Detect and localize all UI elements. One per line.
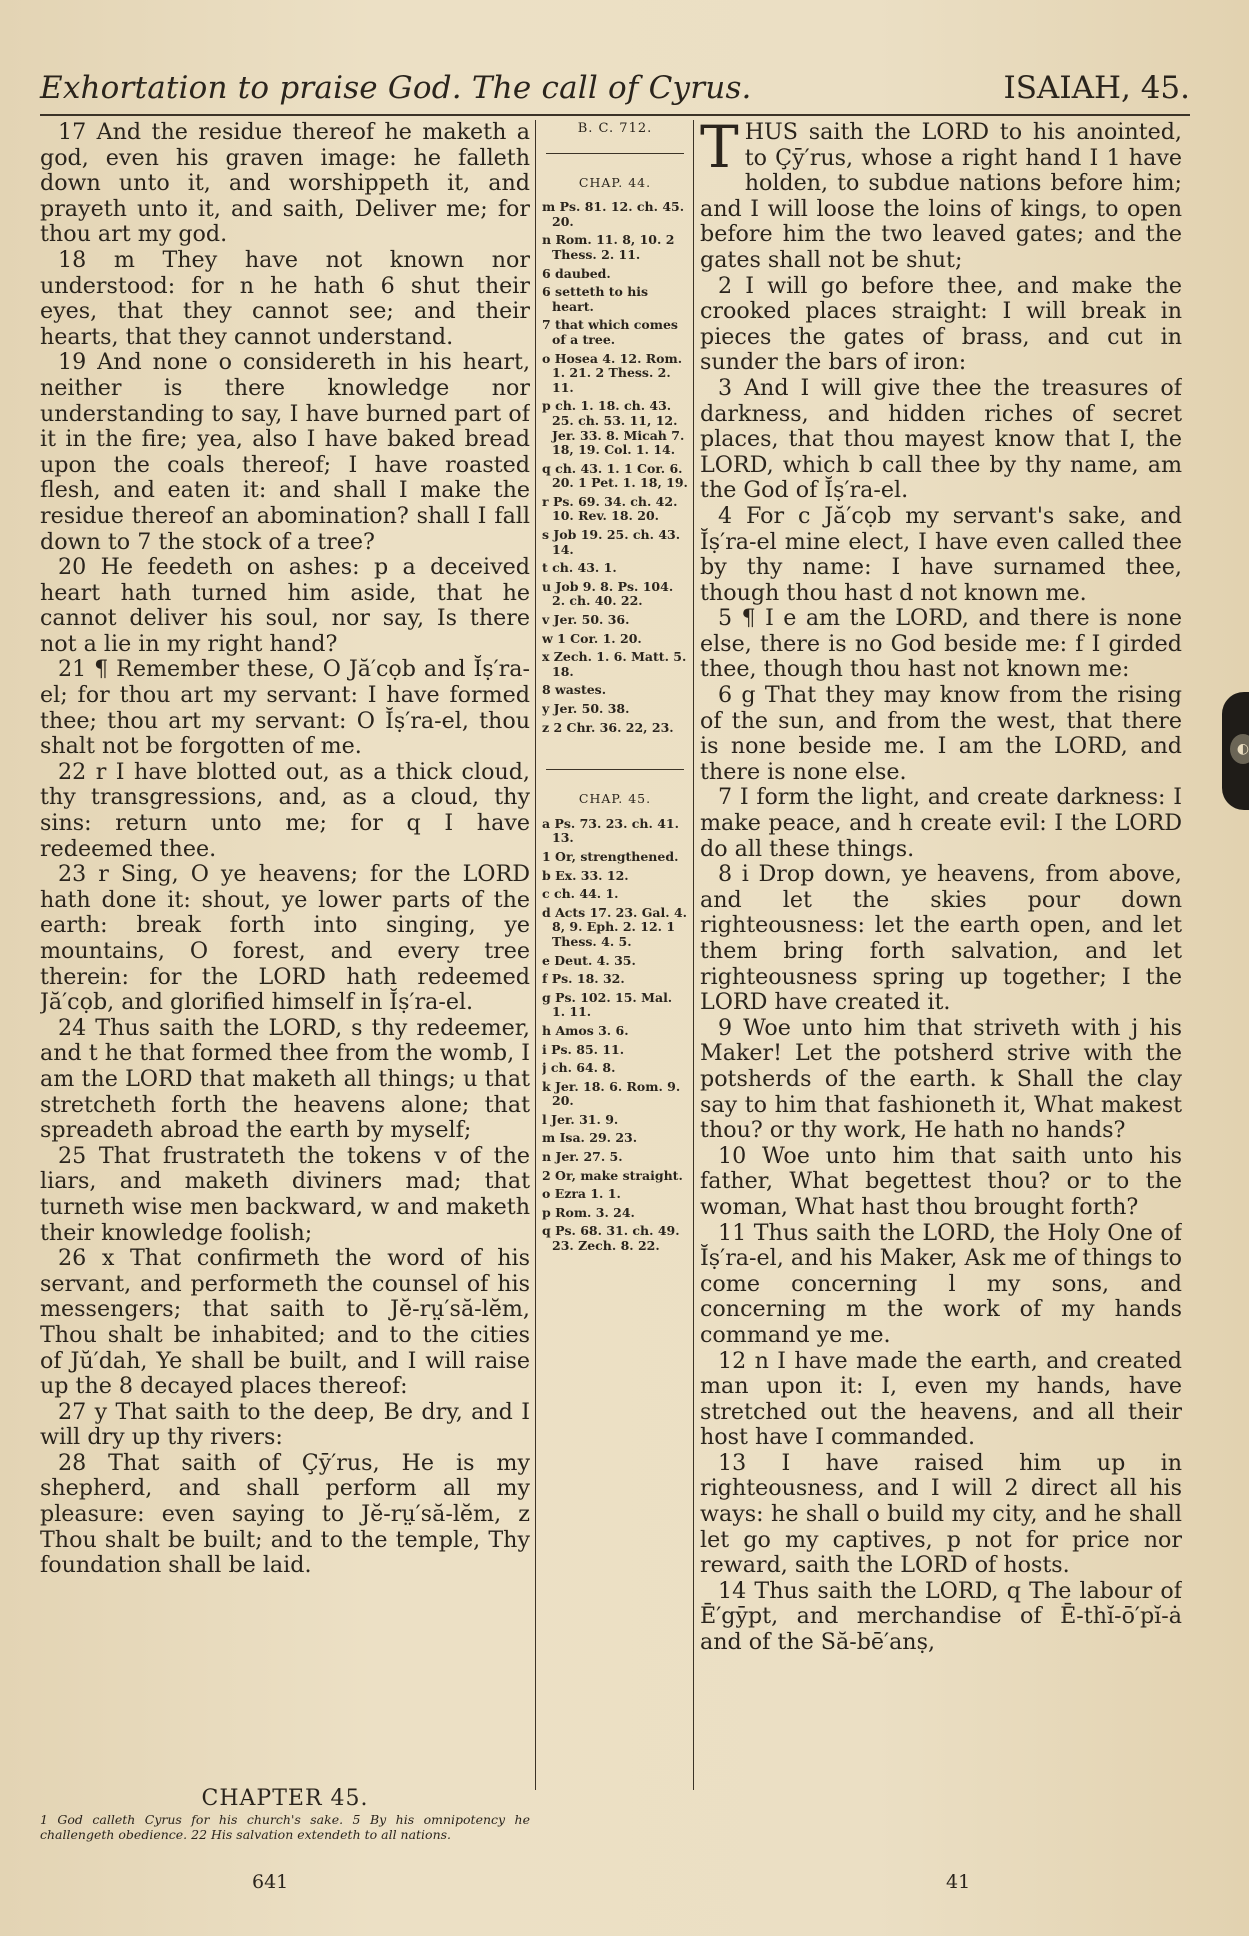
- cross-reference: r Ps. 69. 34. ch. 42. 10. Rev. 18. 20.: [542, 493, 678, 524]
- margin-rule: [546, 153, 684, 154]
- cross-reference: p ch. 1. 18. ch. 43. 25. ch. 53. 11, 12. Jer. 33. 8. Micah 7. 18, 19. Col. 1. 14.: [542, 398, 685, 458]
- verse: 10 Woe unto him that saith unto his father, What begettest thou? or to the woman, What hast thou brought forth?: [700, 1142, 1182, 1220]
- cross-reference: 6 setteth to his heart.: [542, 284, 649, 314]
- cross-reference: q ch. 43. 1. 1 Cor. 6. 20. 1 Pet. 1. 18, 19.: [542, 460, 688, 491]
- date-note: B. C. 712.: [577, 122, 653, 136]
- cross-reference: i Ps. 85. 11.: [542, 1041, 625, 1057]
- verse: 9 Woe unto him that striveth with j his Maker! Let the potsherd strive with the potsherds of the earth. k Shall the clay say to him that fashioneth it, What makest thou? or thy work, He hath no hands?: [700, 1014, 1182, 1144]
- cross-reference: x Zech. 1. 6. Matt. 5. 18.: [542, 649, 687, 679]
- verse: 3 And I will give thee the treasures of darkness, and hidden riches of secret places, that thou mayest know that I, the LORD, which b call thee by thy name, am the God of Ĭṣ′ra-el.: [700, 374, 1182, 504]
- verse: 27 y That saith to the deep, Be dry, and I will dry up thy rivers:: [40, 1398, 530, 1451]
- cross-reference: s Job 19. 25. ch. 43. 14.: [542, 527, 681, 557]
- cross-reference: d Acts 17. 23. Gal. 4. 8, 9. Eph. 2. 12. 1 Thess. 4. 5.: [542, 904, 688, 949]
- cross-reference: l Jer. 31. 9.: [542, 1111, 619, 1127]
- chapter-heading: CHAPTER 45.: [201, 1786, 369, 1811]
- cross-reference: n Rom. 11. 8, 10. 2 Thess. 2. 11.: [542, 232, 675, 262]
- verse-text: HUS saith the LORD to his anointed, to Çȳ′rus, whose a right hand I 1 have holden, to subdue nations before him; and I will loose the loins of kings, to open before him the two leaved gates; and the gates shall not be shut;: [700, 120, 1182, 273]
- cross-reference: m Ps. 81. 12. ch. 45. 20.: [542, 199, 685, 229]
- verse: 25 That frustrateth the tokens v of the liars, and maketh diviners mad; that turneth wise men backward, w and maketh their knowledge foolish;: [40, 1142, 530, 1246]
- verse: 24 Thus saith the LORD, s thy redeemer, and t he that formed thee from the womb, I am the LORD that maketh all things; u that stretcheth forth the heavens alone; that spreadeth abroad the earth by myself;: [40, 1014, 530, 1144]
- cross-reference: f Ps. 18. 32.: [542, 971, 625, 987]
- cross-reference: e Deut. 4. 35.: [542, 952, 636, 968]
- verse: 20 He feedeth on ashes: p a deceived heart hath turned him aside, that he cannot deliver his soul, nor say, Is there not a lie in my right hand?: [40, 554, 530, 657]
- cross-reference: 6 daubed.: [542, 265, 611, 281]
- margin-rule: [546, 769, 684, 770]
- cross-reference: n Jer. 27. 5.: [542, 1149, 623, 1165]
- verse: 19 And none o considereth in his heart, neither is there knowledge nor understanding to say, I have burned part of it in the fire; yea, also I have baked bread upon the coals thereof; I have roasted flesh, and eaten it: and shall I make the residue thereof an abomination? shall I fall down to 7 the stock of a tree?: [40, 349, 530, 555]
- verse: 5 ¶ I e am the LORD, and there is none else, there is no God beside me: f I girded thee, though thou hast not known me:: [700, 605, 1182, 683]
- cross-reference: u Job 9. 8. Ps. 104. 2. ch. 40. 22.: [542, 578, 674, 609]
- verse: 14 Thus saith the LORD, q The labour of Ē′gȳpt, and merchandise of Ē-thĭ-ō′pĭ-ȧ and of the Să-bē′anṣ,: [700, 1577, 1182, 1656]
- cross-reference: z 2 Chr. 36. 22, 23.: [542, 719, 674, 735]
- cross-reference: g Ps. 102. 15. Mal. 1. 11.: [542, 989, 673, 1020]
- margin-chapter-label: CHAP. 45.: [578, 791, 652, 807]
- verse: 22 r I have blotted out, as a thick cloud, thy transgressions, and, as a cloud, thy sins: return unto me; for q I have redeemed thee.: [40, 758, 530, 862]
- cross-reference: a Ps. 73. 23. ch. 41. 13.: [542, 815, 679, 846]
- cross-reference: y Jer. 50. 38.: [542, 701, 630, 716]
- cross-reference: w 1 Cor. 1. 20.: [542, 630, 642, 646]
- thumb-index-icon: ◐: [1230, 734, 1249, 764]
- thumb-index-tab[interactable]: [1222, 692, 1249, 810]
- column-divider-left: [535, 120, 536, 1790]
- cross-reference: o Hosea 4. 12. Rom. 1. 21. 2 Thess. 2. 11.: [542, 350, 683, 395]
- cross-reference: j ch. 64. 8.: [542, 1060, 616, 1076]
- cross-reference: 7 that which comes of a tree.: [542, 317, 678, 347]
- cross-reference: h Amos 3. 6.: [542, 1022, 629, 1038]
- reference-list-44: [542, 200, 688, 735]
- cross-reference: q Ps. 68. 31. ch. 49. 23. Zech. 8. 22.: [542, 1223, 680, 1254]
- margin-chapter-label: CHAP. 44.: [578, 174, 652, 190]
- verse: 23 r Sing, O ye heavens; for the LORD hath done it: shout, ye lower parts of the earth: break forth into singing, ye mountains, O forest, and every tree therein: for the LORD hath redeemed Jă′cọb, and glorified himself in Ĭṣ′ra-el.: [40, 861, 530, 1016]
- cross-reference: b Ex. 33. 12.: [542, 867, 629, 883]
- page-number-left: 641: [252, 1871, 289, 1893]
- cross-reference: m Isa. 29. 23.: [542, 1130, 638, 1146]
- verse: 6 g That they may know from the rising of the sun, and from the west, that there is none beside me. I am the LORD, and there is none else.: [700, 682, 1182, 785]
- verse: 26 x That confirmeth the word of his servant, and performeth the counsel of his messengers; that saith to Jĕ-rṳ′să-lĕm, Thou shalt be inhabited; and to the cities of Jŭ′dah, Ye shall be built, and I will raise up the 8 decayed places thereof:: [40, 1245, 530, 1400]
- verse: 4 For c Jă′cọb my servant's sake, and Ĭṣ′ra-el mine elect, I have even called thee by thy name: I have surnamed thee, though thou hast d not known me.: [700, 502, 1182, 606]
- header-book-chapter: ISAIAH, 45.: [1003, 70, 1190, 106]
- verse: [700, 120, 1182, 274]
- cross-reference: v Jer. 50. 36.: [542, 612, 630, 628]
- cross-reference: o Ezra 1. 1.: [542, 1186, 621, 1202]
- cross-reference-margin: [542, 122, 688, 1822]
- verse: 28 That saith of Çȳ′rus, He is my shepherd, and shall perform all my pleasure: even saying to Jĕ-rṳ′să-lĕm, z Thou shalt be built; and to the temple, Thy foundation shall be laid.: [40, 1449, 530, 1579]
- verse: 7 I form the light, and create darkness: I make peace, and h create evil: I the LORD do all these things.: [700, 784, 1182, 862]
- verse: 21 ¶ Remember these, O Jă′cọb and Ĭṣ′ra-el; for thou art my servant: I have formed thee; thou art my servant: O Ĭṣ′ra-el, thou shalt not be forgotten of me.: [40, 656, 530, 760]
- chapter-summary: 1 God calleth Cyrus for his church's sake. 5 By his omnipotency he challengeth obedience. 22 His salvation extendeth to all nations.: [40, 1812, 530, 1842]
- cross-reference: 2 Or, make straight.: [542, 1167, 683, 1183]
- verse: 2 I will go before thee, and make the crooked places straight: I will break in pieces the gates of brass, and cut in sunder the bars of iron:: [700, 272, 1182, 376]
- header-left-title: Exhortation to praise God. The call of Cyrus.: [40, 70, 752, 106]
- running-header: [40, 70, 1190, 116]
- drop-cap: T: [700, 120, 739, 181]
- verse: 8 i Drop down, ye heavens, from above, and let the skies pour down righteousness: let the earth open, and let them bring forth salvation, and let righteousness spring up together; I the LORD have created it.: [700, 861, 1182, 1016]
- left-text-column: [40, 120, 530, 1790]
- right-text-column: [700, 120, 1182, 1800]
- verse: 12 n I have made the earth, and created man upon it: I, even my hands, have stretched out the heavens, and all their host have I commanded.: [700, 1347, 1182, 1451]
- cross-reference: k Jer. 18. 6. Rom. 9. 20.: [542, 1078, 681, 1109]
- cross-reference: c ch. 44. 1.: [542, 886, 619, 902]
- column-divider-right: [693, 120, 694, 1790]
- verse: 13 I have raised him up in righteousness, and I will 2 direct all his ways: he shall o build my city, and he shall let go my captives, p not for price nor reward, saith the LORD of hosts.: [700, 1449, 1182, 1579]
- verse: 18 m They have not known nor understood: for n he hath 6 shut their eyes, that they cannot see; and their hearts, that they cannot understand.: [40, 246, 530, 350]
- reference-list-45: [542, 817, 688, 1254]
- cross-reference: p Rom. 3. 24.: [542, 1204, 635, 1220]
- cross-reference: 8 wastes.: [542, 682, 607, 698]
- cross-reference: 1 Or, strengthened.: [542, 848, 679, 864]
- cross-reference: t ch. 43. 1.: [542, 560, 617, 576]
- verse: 11 Thus saith the LORD, the Holy One of Ĭṣ′ra-el, and his Maker, Ask me of things to come concerning l my sons, and concerning m the work of my hands command ye me.: [700, 1219, 1182, 1348]
- page-number-right: 41: [946, 1871, 971, 1893]
- verse: 17 And the residue thereof he maketh a god, even his graven image: he falleth down unto it, and worshippeth it, and prayeth unto it, and saith, Deliver me; for thou art my god.: [40, 120, 530, 248]
